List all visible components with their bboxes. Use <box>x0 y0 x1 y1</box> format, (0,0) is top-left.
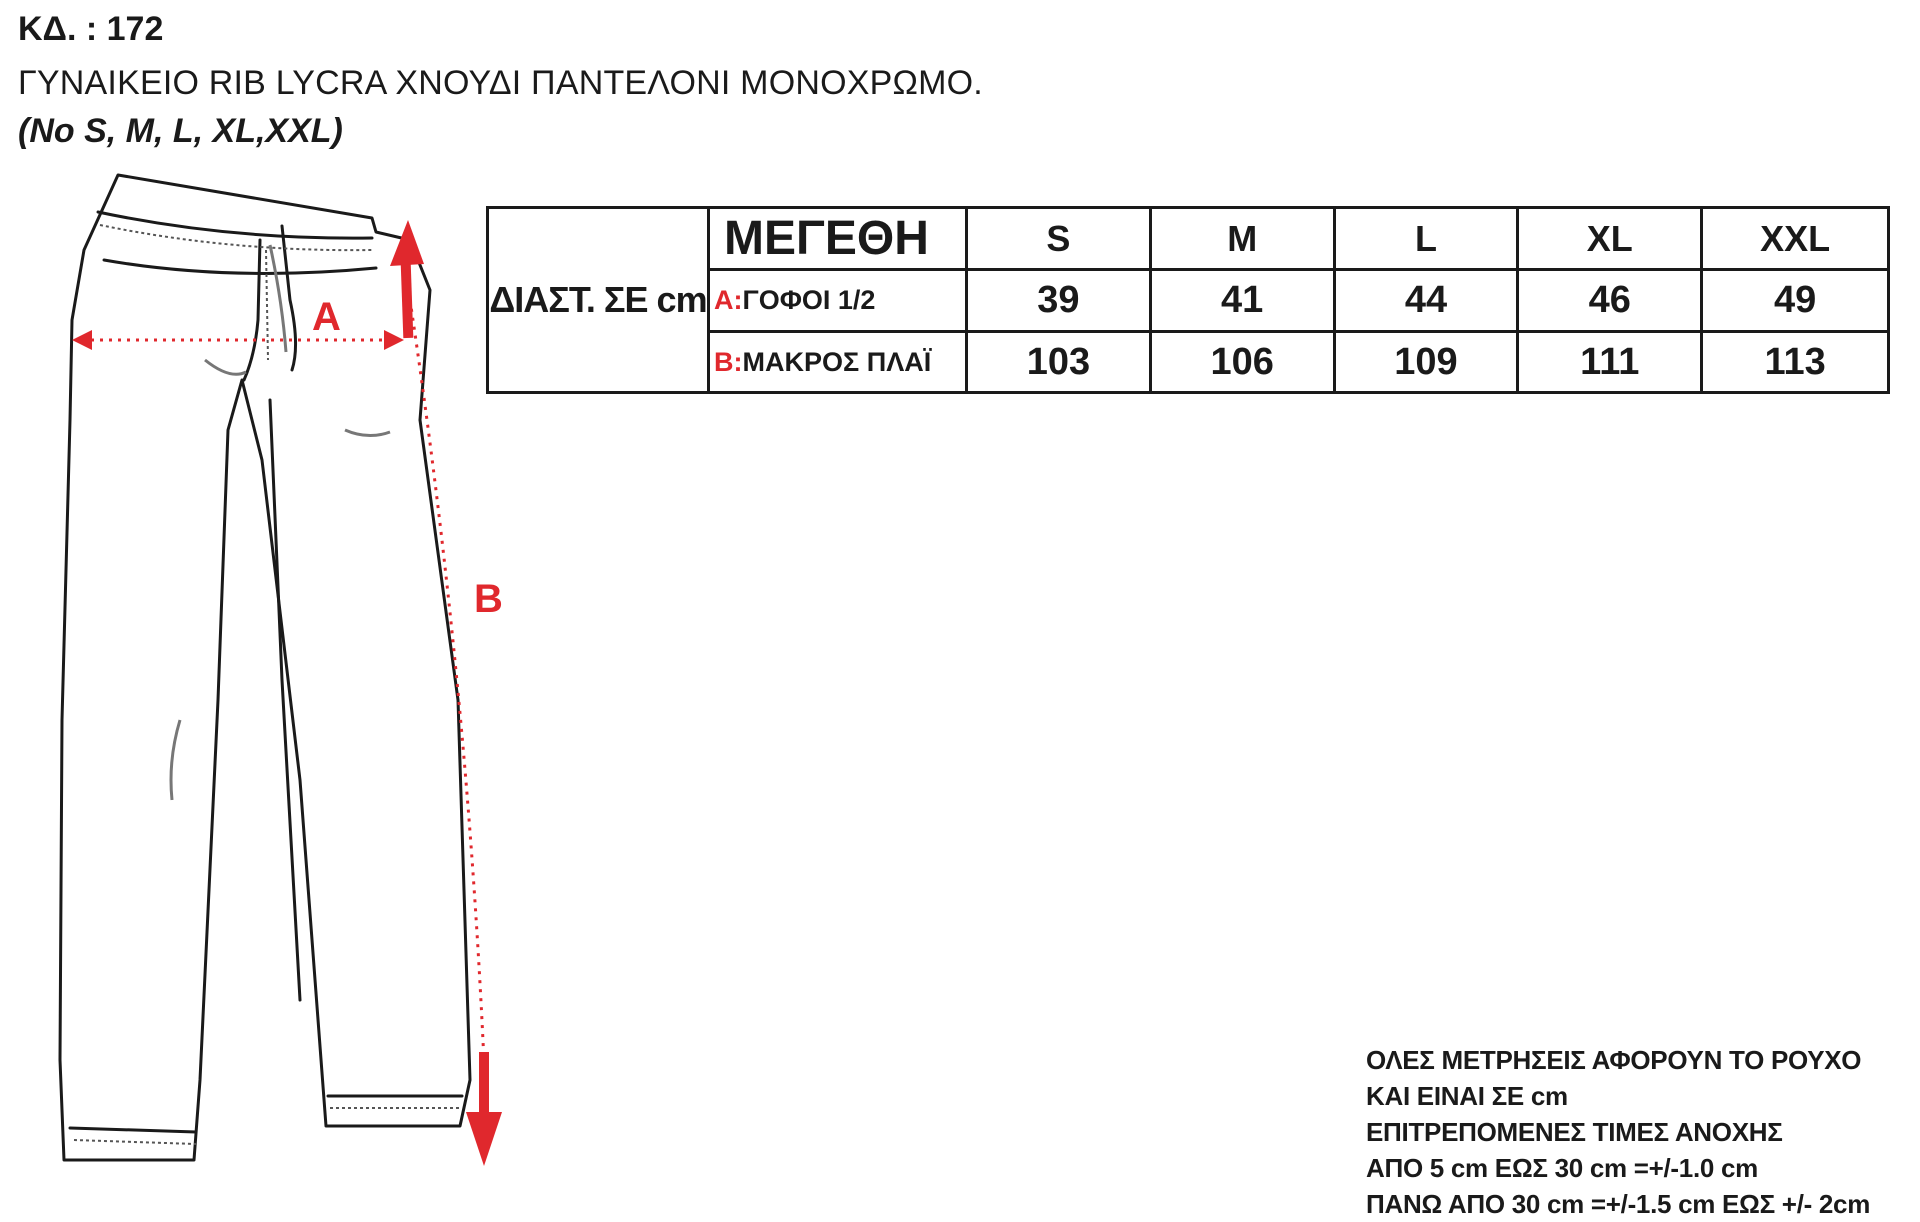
row-a-value-l: 44 <box>1336 271 1520 333</box>
row-b-label <box>710 333 968 391</box>
size-chart-table <box>486 206 1890 394</box>
note-line: ΠΑΝΩ ΑΠΟ 30 cm =+/-1.5 cm ΕΩΣ +/- 2cm <box>1366 1189 1871 1219</box>
dimension-unit-label: ΔΙΑΣΤ. ΣΕ cm <box>489 209 710 391</box>
product-name: ΓΥΝΑΙΚΕΙΟ RIB LYCRA ΧΝΟΥΔΙ ΠΑΝΤΕΛΟΝΙ ΜΟΝΟΧΡΩΜΟ. <box>18 64 983 102</box>
row-a-value-xxl: 49 <box>1703 271 1887 333</box>
row-b-value-l: 109 <box>1336 333 1520 391</box>
note-line: ΕΠΙΤΡΕΠΟΜΕΝΕΣ ΤΙΜΕΣ ΑΝΟΧΗΣ <box>1366 1117 1783 1147</box>
note-line: ΟΛΕΣ ΜΕΤΡΗΣΕΙΣ ΑΦΟΡΟΥΝ ΤΟ ΡΟΥΧΟ <box>1366 1045 1862 1075</box>
row-a-code: A: <box>714 285 743 315</box>
note-line: ΚΑΙ ΕΙΝΑΙ ΣΕ cm <box>1366 1081 1568 1111</box>
row-a-label <box>710 271 968 333</box>
row-b-value-xxl: 113 <box>1764 340 1826 383</box>
measure-a-label: A <box>312 295 341 339</box>
row-b-code: B: <box>714 346 743 377</box>
row-b-value-xl: 111 <box>1519 333 1703 391</box>
measurement-notes <box>1366 1042 1870 1222</box>
row-a-value-m: 41 <box>1152 271 1336 333</box>
available-sizes: (No S, M, L, XL,XXL) <box>18 112 343 150</box>
row-b-value-s: 103 <box>968 333 1152 391</box>
measure-a-line <box>72 330 404 350</box>
row-a-value-xl: 46 <box>1519 271 1703 333</box>
row-b-text: ΜΑΚΡΟΣ ΠΛΑΪ <box>742 346 932 377</box>
sizes-header: ΜΕΓΕΘΗ <box>710 209 968 271</box>
note-line: ΑΠΟ 5 cm ΕΩΣ 30 cm =+/-1.0 cm <box>1366 1153 1758 1183</box>
size-header-l: L <box>1336 209 1520 271</box>
size-chart-grid <box>710 209 1887 391</box>
measure-b-label: B <box>474 577 503 621</box>
pants-diagram <box>0 150 560 1218</box>
row-b-value-m: 106 <box>1152 333 1336 391</box>
size-header-xxl: XXL <box>1703 209 1887 271</box>
size-header-m: M <box>1152 209 1336 271</box>
size-header-s: S <box>968 209 1152 271</box>
row-a-value-s: 39 <box>968 271 1152 333</box>
row-a-text: ΓΟΦΟΙ 1/2 <box>742 285 876 315</box>
size-header-xl: XL <box>1519 209 1703 271</box>
product-code: ΚΔ. : 172 <box>18 10 164 48</box>
